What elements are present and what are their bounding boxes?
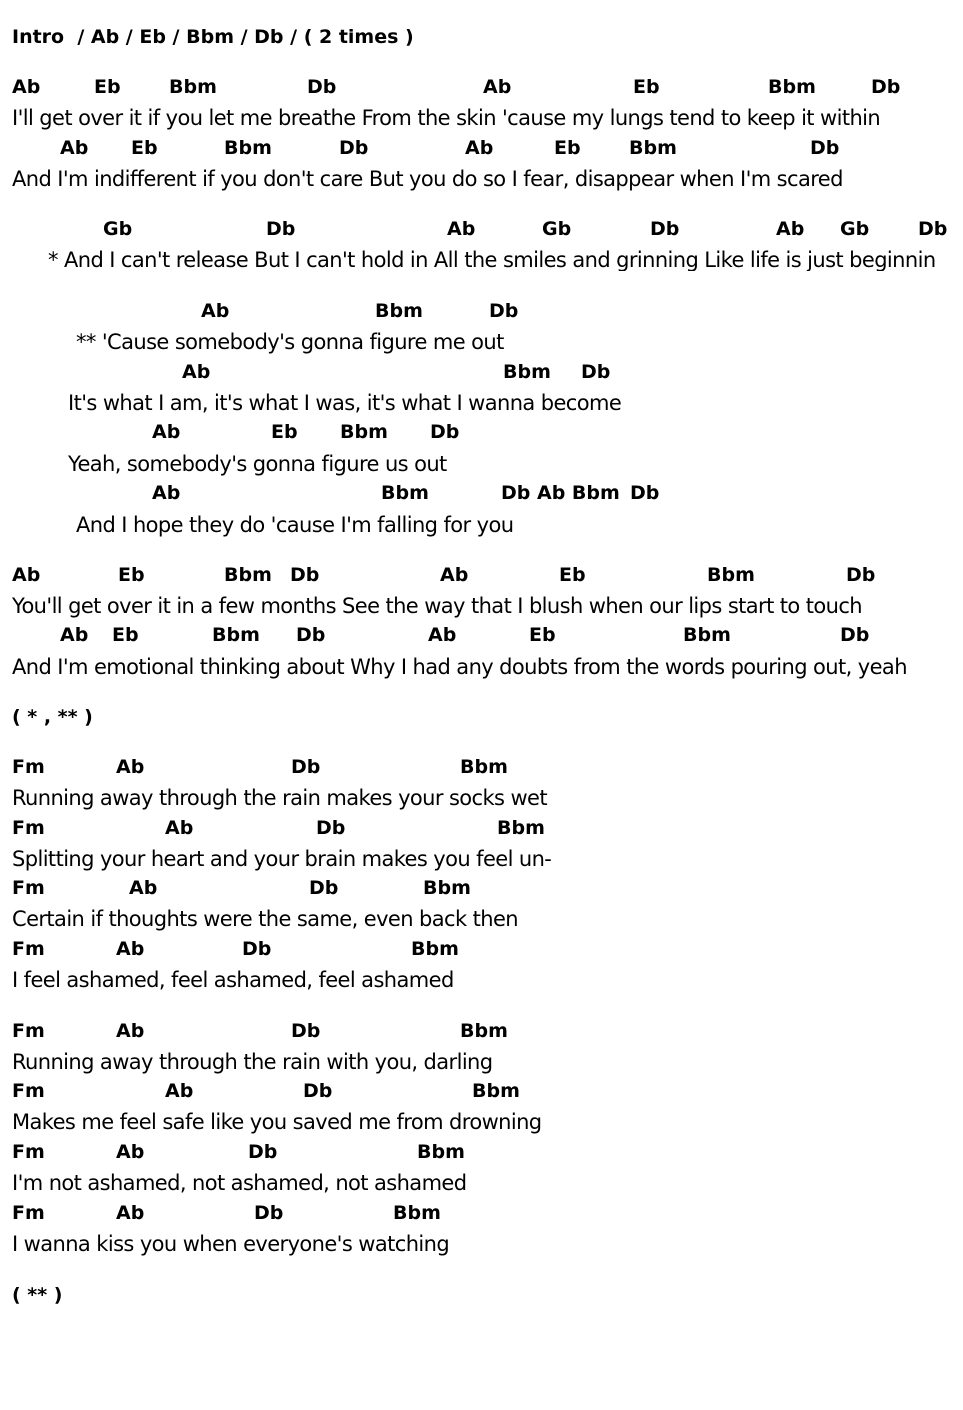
chord: Fm	[12, 1141, 45, 1163]
lyric-line: Certain if thoughts were the same, even back then	[12, 907, 518, 931]
chord-line	[0, 758, 963, 780]
chord: Db	[489, 300, 519, 322]
chord: Db	[316, 817, 346, 839]
chord: Ab	[776, 218, 805, 240]
chord-line	[0, 566, 963, 588]
chord: Ab	[201, 300, 230, 322]
chord: Bbm	[503, 361, 551, 383]
chord: Bbm	[393, 1202, 441, 1224]
chord: Ab	[182, 361, 211, 383]
chord: Eb	[112, 624, 139, 646]
lyric-line: Running away through the rain makes your socks wet	[12, 786, 548, 810]
chord-line	[0, 423, 963, 445]
chord: Db	[339, 137, 369, 159]
chord: Ab	[116, 1141, 145, 1163]
chord: Ab	[447, 218, 476, 240]
chord-line	[0, 1082, 963, 1104]
lyric-line: I'll get over it if you let me breathe From the skin 'cause my lungs tend to keep it within	[12, 106, 881, 130]
chord: Bbm	[381, 482, 429, 504]
chord: Bbm	[340, 421, 388, 443]
chord: Eb	[554, 137, 581, 159]
lyric-line: Splitting your heart and your brain makes you feel un-	[12, 847, 552, 871]
chord: Db	[290, 564, 320, 586]
chord: Gb	[542, 218, 572, 240]
chord: Eb	[633, 76, 660, 98]
chord: Eb	[271, 421, 298, 443]
chord-line	[0, 363, 963, 385]
chord: Db	[248, 1141, 278, 1163]
lyric-line: I'm not ashamed, not ashamed, not ashamed	[12, 1171, 467, 1195]
chord: Bbm	[212, 624, 260, 646]
chord: Db	[307, 76, 337, 98]
lyric-line: And I'm indifferent if you don't care But you do so I fear, disappear when I'm scared	[12, 167, 843, 191]
chord-line	[0, 626, 963, 648]
chord: Ab	[60, 624, 89, 646]
chord: Ab	[12, 76, 41, 98]
lyric-line: Yeah, somebody's gonna figure us out	[68, 452, 447, 476]
chord: Bbm	[707, 564, 755, 586]
chord: Bbm	[472, 1080, 520, 1102]
chord: Eb	[559, 564, 586, 586]
chord: Bbm	[768, 76, 816, 98]
lyric-line: * And I can't release But I can't hold in All the smiles and grinning Like life is just beginnin	[48, 250, 936, 271]
chord: Fm	[12, 1020, 45, 1042]
chord-line	[0, 302, 963, 324]
chord: Ab	[129, 877, 158, 899]
chord-line	[0, 139, 963, 161]
chord: Ab	[483, 76, 512, 98]
lyric-line: Makes me feel safe like you saved me from drowning	[12, 1110, 542, 1134]
lyric-line: Running away through the rain with you, darling	[12, 1050, 493, 1074]
repeat-marker: ( * , ** )	[12, 706, 93, 728]
chord: Bbm	[417, 1141, 465, 1163]
chord: Gb	[840, 218, 870, 240]
chord: Ab	[116, 1020, 145, 1042]
chord-line	[0, 1204, 963, 1226]
chord: Ab	[60, 137, 89, 159]
chord: Db	[303, 1080, 333, 1102]
chord: Db	[846, 564, 876, 586]
chord: Db	[242, 938, 272, 960]
chord: Bbm	[460, 756, 508, 778]
chord: Db	[810, 137, 840, 159]
chord: Fm	[12, 877, 45, 899]
chord: Db	[871, 76, 901, 98]
repeat-marker: ( ** )	[12, 1284, 63, 1306]
chord: Fm	[12, 756, 45, 778]
lyric-line: I wanna kiss you when everyone's watching	[12, 1232, 450, 1256]
chord: Db	[309, 877, 339, 899]
lyric-line: And I'm emotional thinking about Why I had any doubts from the words pouring out, yeah	[12, 655, 907, 679]
chord: Eb	[118, 564, 145, 586]
chord: Db	[918, 218, 948, 240]
chord: Fm	[12, 938, 45, 960]
chord: Gb	[103, 218, 133, 240]
chord: Ab	[12, 564, 41, 586]
chord-line	[0, 220, 963, 242]
chord: Bbm	[423, 877, 471, 899]
chord: Ab	[428, 624, 457, 646]
chord: Ab	[465, 137, 494, 159]
chord: Ab	[165, 1080, 194, 1102]
chord: Db	[291, 1020, 321, 1042]
chord: Fm	[12, 1080, 45, 1102]
chord: Bbm	[169, 76, 217, 98]
chord: Ab	[116, 756, 145, 778]
chord: Ab	[152, 421, 181, 443]
chord: Db	[291, 756, 321, 778]
chord: Bbm	[224, 564, 272, 586]
chord: Db	[581, 361, 611, 383]
chord-line	[0, 1022, 963, 1044]
chord: Ab	[152, 482, 181, 504]
chord: Bbm	[375, 300, 423, 322]
chord: Db	[296, 624, 326, 646]
lyric-line: You'll get over it in a few months See the way that I blush when our lips start to touch	[12, 594, 863, 618]
lyric-line: I feel ashamed, feel ashamed, feel ashamed	[12, 968, 454, 992]
chord: Eb	[131, 137, 158, 159]
chord: Bbm	[629, 137, 677, 159]
chord: Db	[630, 482, 660, 504]
chord: Bbm	[683, 624, 731, 646]
lyric-line: ** 'Cause somebody's gonna figure me out	[76, 330, 504, 354]
chord: Eb	[529, 624, 556, 646]
chord: Db Ab Bbm	[501, 482, 620, 504]
chord: Db	[266, 218, 296, 240]
chord: Fm	[12, 1202, 45, 1224]
chord-line	[0, 879, 963, 901]
chord-line	[0, 819, 963, 841]
chord-line	[0, 1143, 963, 1165]
chord: Db	[650, 218, 680, 240]
chord: Bbm	[411, 938, 459, 960]
chord-line	[0, 78, 963, 100]
chord: Bbm	[460, 1020, 508, 1042]
lyric-line: It's what I am, it's what I was, it's what I wanna become	[68, 391, 622, 415]
chord: Db	[430, 421, 460, 443]
lyric-line: And I hope they do 'cause I'm falling for you	[76, 513, 514, 537]
chord-line	[0, 484, 963, 506]
intro-line: Intro / Ab / Eb / Bbm / Db / ( 2 times )	[12, 26, 414, 48]
chord: Ab	[165, 817, 194, 839]
chord: Bbm	[497, 817, 545, 839]
chord: Ab	[116, 938, 145, 960]
chord: Db	[840, 624, 870, 646]
chord: Ab	[116, 1202, 145, 1224]
chord: Fm	[12, 817, 45, 839]
chord: Eb	[94, 76, 121, 98]
chord: Bbm	[224, 137, 272, 159]
chord-line	[0, 940, 963, 962]
chord: Db	[254, 1202, 284, 1224]
chord: Ab	[440, 564, 469, 586]
